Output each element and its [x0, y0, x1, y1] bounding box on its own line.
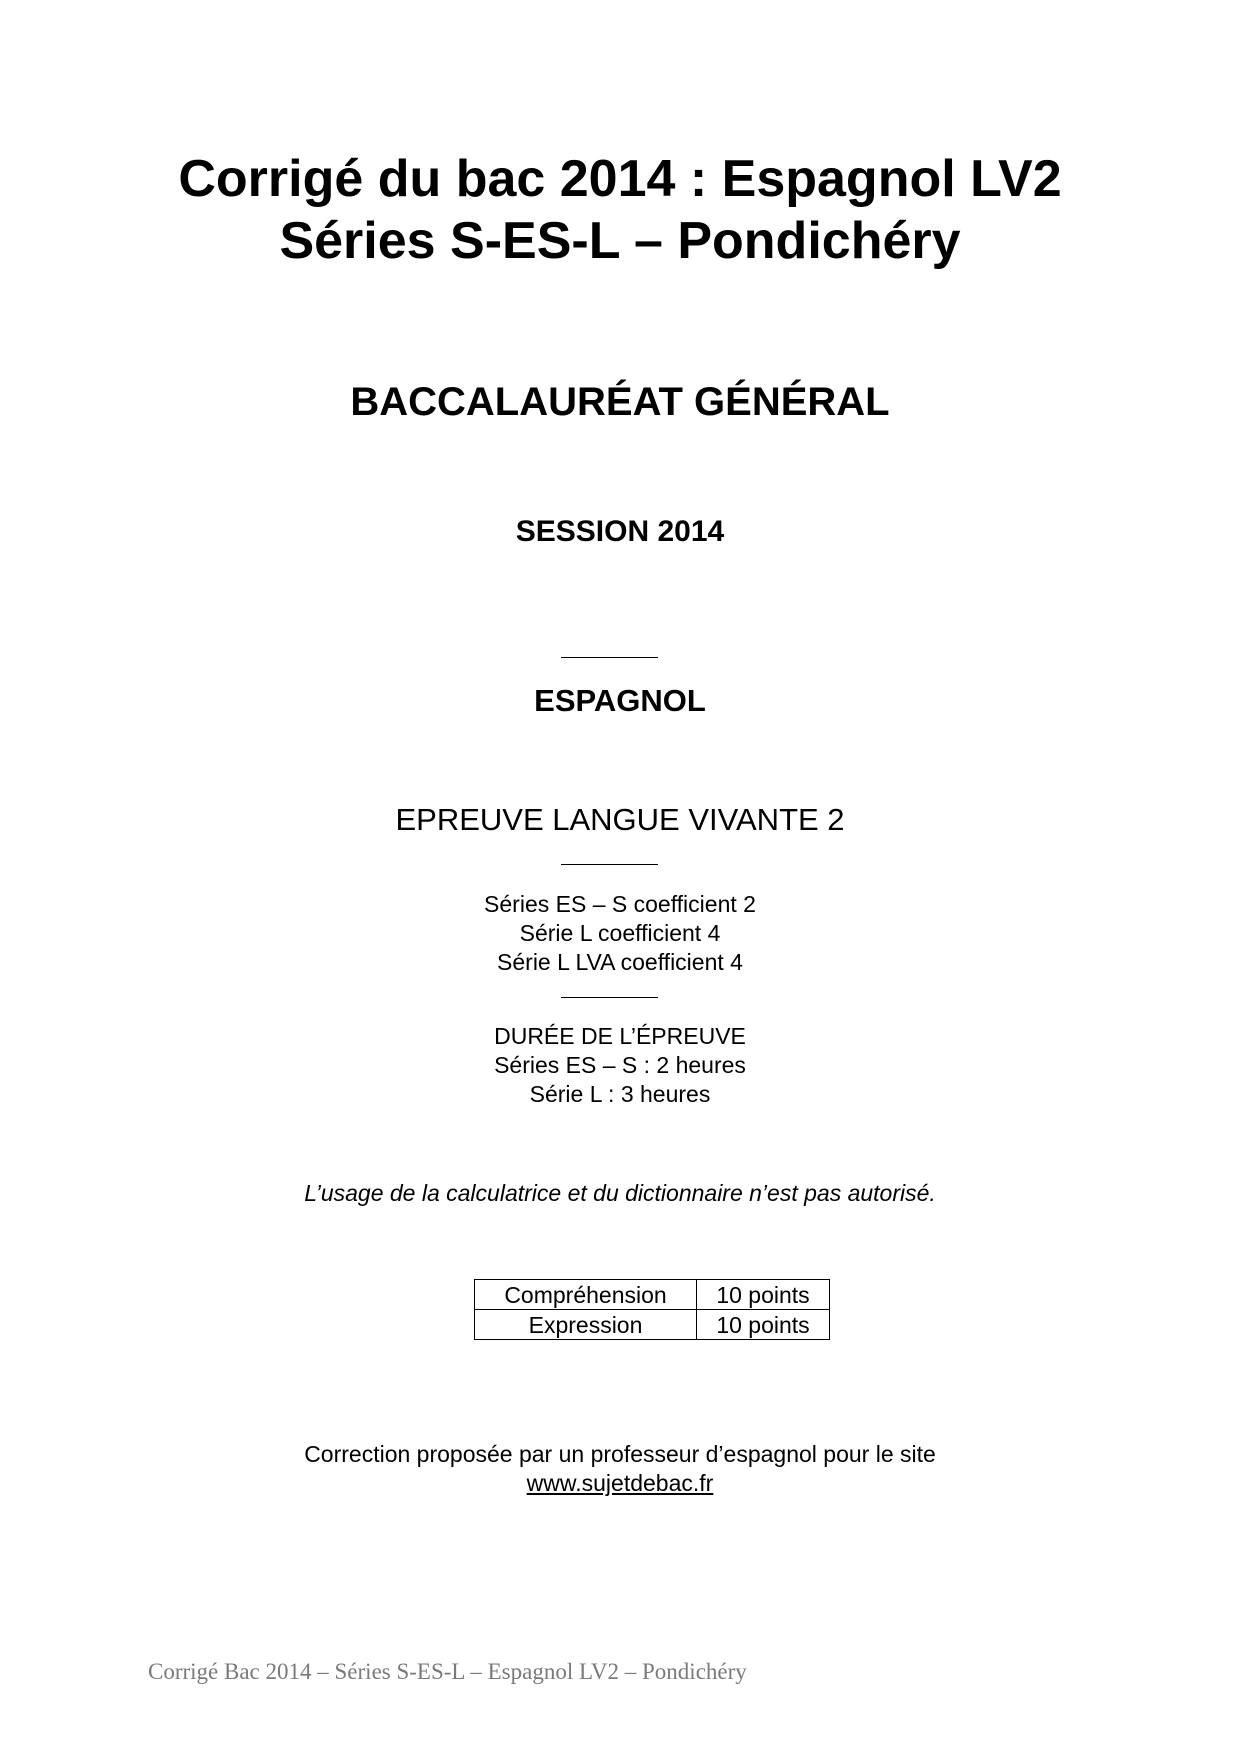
site-link[interactable]: www.sujetdebac.fr [526, 1470, 714, 1496]
document-title [0, 148, 1240, 272]
calculator-notice: L’usage de la calculatrice et du dictionnaire n’est pas autorisé. [304, 1180, 936, 1206]
credit-block [0, 1440, 1240, 1498]
section-cell: Compréhension [475, 1280, 697, 1310]
coefficient-line: Série L coefficient 4 [519, 920, 721, 946]
duration-line: Séries ES – S : 2 heures [494, 1052, 746, 1078]
duration-block [0, 1022, 1240, 1109]
duration-heading: DURÉE DE L’ÉPREUVE [494, 1023, 746, 1049]
subject-heading: ESPAGNOL [534, 683, 706, 718]
page-footer: Corrigé Bac 2014 – Séries S-ES-L – Espagnol LV2 – Pondichéry [148, 1659, 747, 1684]
divider-rule [561, 997, 658, 998]
credit-text: Correction proposée par un professeur d’espagnol pour le site [304, 1441, 936, 1467]
score-table [474, 1279, 830, 1340]
exam-name: EPREUVE LANGUE VIVANTE 2 [395, 802, 845, 837]
coefficient-line: Séries ES – S coefficient 2 [484, 891, 756, 917]
points-cell: 10 points [697, 1280, 830, 1310]
coefficient-line: Série L LVA coefficient 4 [497, 949, 743, 975]
coefficients-block [0, 890, 1240, 977]
bac-heading: BACCALAURÉAT GÉNÉRAL [350, 380, 890, 424]
table-row [475, 1310, 830, 1340]
divider-rule [561, 864, 658, 865]
title-line-2: Séries S-ES-L – Pondichéry [279, 212, 961, 270]
session-heading: SESSION 2014 [515, 515, 725, 548]
table-row [475, 1280, 830, 1310]
points-cell: 10 points [697, 1310, 830, 1340]
title-line-1: Corrigé du bac 2014 : Espagnol LV2 [178, 150, 1062, 208]
section-cell: Expression [475, 1310, 697, 1340]
divider-rule [561, 657, 658, 658]
duration-line: Série L : 3 heures [529, 1081, 711, 1107]
